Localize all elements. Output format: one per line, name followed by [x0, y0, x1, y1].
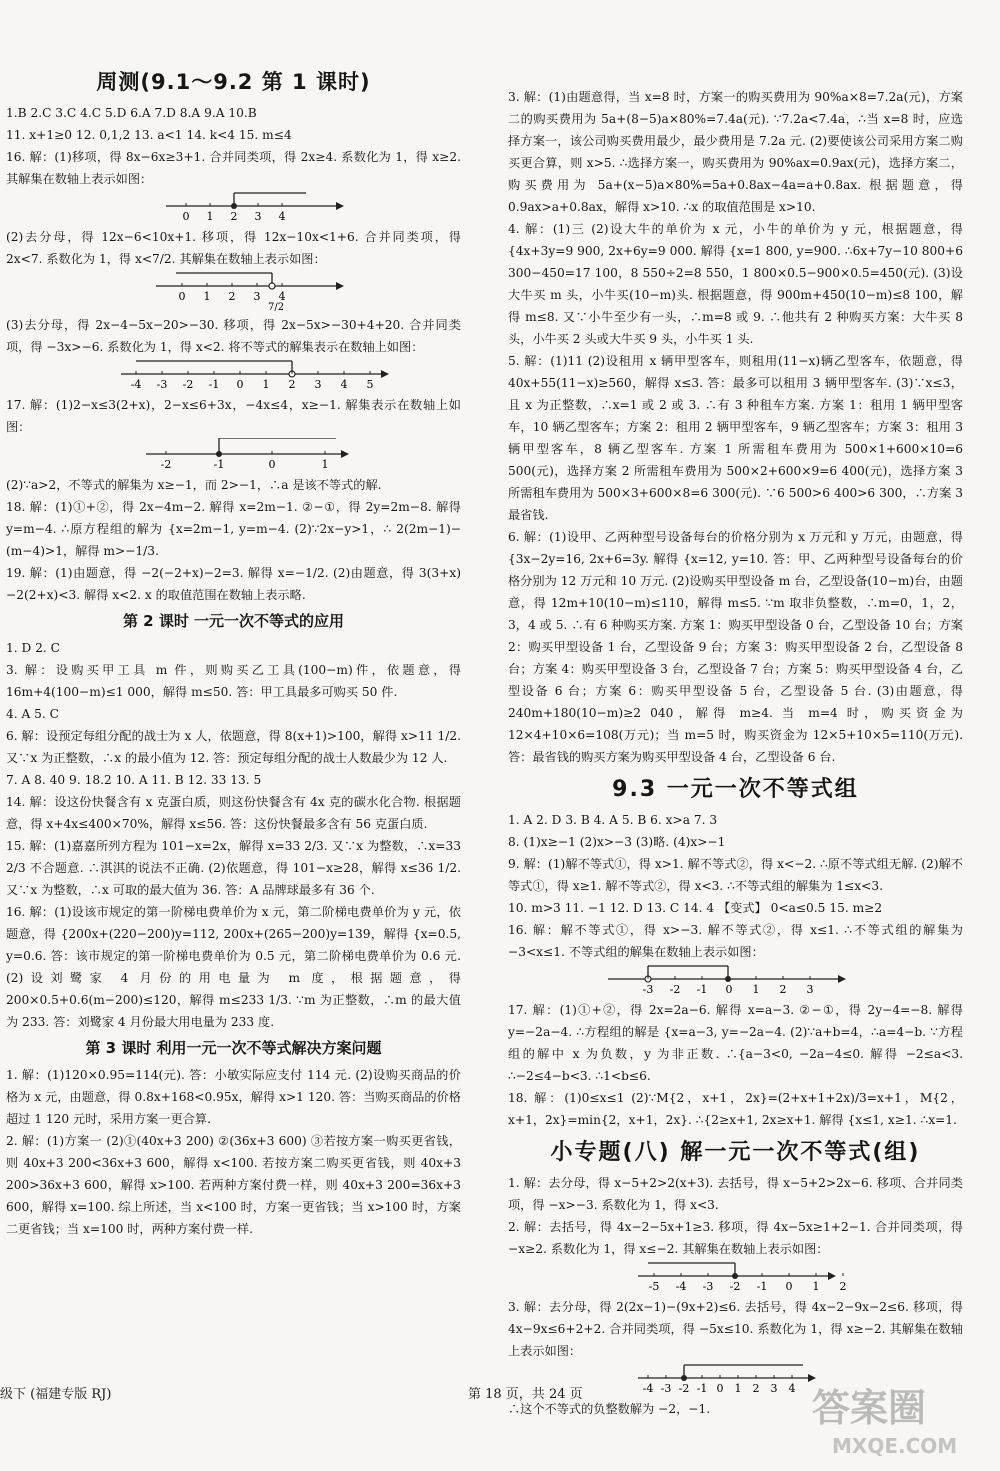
tick-label: -3 [660, 1382, 672, 1395]
tick-label: -1 [696, 1382, 708, 1395]
answer-paragraph: 8. (1)x≥−1 (2)x>−3 (3)略. (4)x>−1 [508, 835, 726, 849]
number-line-6-svg [508, 1260, 963, 1294]
answer-paragraph: (2)∵a>2，不等式的解集为 x≥−1，而 2>−1，∴a 是该不等式的解. [6, 478, 382, 492]
tick-label: 1 [321, 458, 329, 471]
answer-paragraph: 16. 解：解不等式①，得 x>−3. 解不等式②，得 x≤1. ∴不等式组的解集为 −3<x≤1. 不等式组的解集在数轴上表示如图： [508, 923, 963, 959]
answer-paragraph: 2. 解：去括号，得 4x−2−5x+1≥3. 移项，得 4x−5x≥1+2−1. 合并同类项，得 −x≥2. 系数化为 1，得 x≤−2. 其解集在数轴上表示如图： [508, 1220, 963, 1256]
tick-label: -2 [678, 1382, 690, 1395]
tick-label: -2 [182, 378, 194, 391]
answer-paragraph: 16. 解：(1)移项，得 8x−6x≥3+1. 合并同类项，得 2x≥4. 系数化为 1，得 x≥2. 其解集在数轴上表示如图： [6, 150, 461, 186]
tick-label: 2 [779, 983, 787, 996]
tick-label: 0 [725, 983, 733, 996]
tick-label: -1 [208, 378, 220, 391]
tick-label: -4 [130, 378, 142, 391]
number-line-5-svg [508, 963, 963, 997]
left-block-7 [6, 1064, 461, 1240]
right-block-5 [508, 1296, 963, 1362]
answer-paragraph: 1. A 2. D 3. B 4. A 5. B 6. x>a 7. 3 [508, 813, 718, 827]
answer-paragraph: 18. 解：(1)①+②，得 2x−4m−2. 解得 x=2m−1. ②−①，得 2y=2m−8. 解得 y=m−4. ∴原方程组的解为 {x=2m−1, y=m−4. (2)∵2x−y>1，∴ 2(2m−1)−(m−4)>1，解得 m>−1/3. [6, 500, 461, 558]
tick-label: 1 [262, 378, 270, 391]
tick-label: 0 [236, 378, 244, 391]
number-line-1-svg [6, 190, 461, 224]
number-line-3-svg [6, 358, 461, 392]
tick-label: 3 [253, 290, 261, 303]
left-block-4 [6, 394, 461, 438]
right-column [508, 86, 963, 1420]
tick-label: -2 [160, 458, 172, 471]
footer-page-number: 第 18 页，共 24 页 [468, 1387, 583, 1402]
watermark-logo [792, 1373, 982, 1461]
answer-paragraph: 15. 解：(1)嘉嘉所列方程为 101−x=2x，解得 x=33 2/3. 又∵x 为整数，∴x=33 2/3 不合题意. ∴淇淇的说法不正确. (2)依题意，得 101−x≥28，解得 x≤36 1/2. 又∵x 为整数，∴x 可取的最大值为 36. 答：A 品牌球最多有 36 个. [6, 839, 461, 897]
tick-label: -1 [696, 983, 708, 996]
tick-label: 0 [716, 1382, 724, 1395]
answer-paragraph: 1.B 2.C 3.C 4.C 5.D 6.A 7.D 8.A 9.A 10.B [6, 106, 257, 120]
answer-paragraph: 2. 解：(1)方案一 (2)①(40x+3 200) ②(36x+3 600) ③若按方案一购买更省钱，则 40x+3 200<36x+3 600，解得 x<100. 若按方案二购买更省钱，则 40x+3 200>36x+3 600，解得 x>100. 若两种方案付费一样，则 40x+3 200=36x+3 600，解得 x=100. 综上所述，当 x<100 时，方案一更省钱；当 x>100 时，方案二更省钱；当 x=100 时，两种方案付费一样. [6, 1134, 461, 1236]
tick-label: -3 [156, 378, 168, 391]
answer-paragraph: 18. 解：(1)0≤x≤1 (2)∵M{2，x+1，2x}=(2+x+1+2x)/3=x+1，M{2，x+1，2x}=min{2，x+1，2x}. ∴{2≥x+1, 2x≥x+1. 解得 {x≤1, x≥1. ∴x=1. [508, 1091, 963, 1127]
section-title-weekly-test: 周测(9.1～9.2 第 1 课时) [96, 70, 371, 94]
tick-label: 2 [752, 1382, 760, 1395]
answer-paragraph: 10. m>3 11. −1 12. D 13. C 14. 4 【变式】 0<a≤0.5 15. m≥2 [508, 901, 883, 915]
left-column [6, 62, 461, 1240]
tick-label: 3 [314, 378, 322, 391]
number-line-5 [508, 963, 963, 997]
left-block-5 [6, 474, 461, 606]
answer-paragraph: 1. 解：去分母，得 x−5+2>2(x+3). 去括号，得 x−5+2>2x−6. 移项、合并同类项，得 −x>−3. 系数化为 1，得 x<3. [508, 1176, 963, 1212]
tick-label: -1 [213, 458, 225, 471]
answer-paragraph: 9. 解：(1)解不等式①，得 x>1. 解不等式②，得 x<−2. ∴原不等式组无解. (2)解不等式①，得 x≥1. 解不等式②，得 x<3. ∴不等式组的解集为 1≤x<3. [508, 857, 963, 893]
tick-label: 3 [770, 1382, 778, 1395]
tick-label: 5 [366, 378, 374, 391]
tick-label: -5 [648, 1280, 660, 1293]
answer-paragraph: 3. 解：(1)由题意得，当 x=8 时，方案一的购买费用为 90%a×8=7.2a(元)，方案二的购买费用为 5a+(8−5)a×80%=7.4a(元). ∵7.2a<7.4a，∴当 x=8 时，应选择方案一，该公司购买费用最少，最少费用是 7.2a 元. (2)要使该公司采用方案二购买更合算，则 x>5. ∴选择方案一，购买费用为 90%ax=0.9ax(元)，选择方案二，购买费用为 5a+(x−5)a×80%=5a+0.8ax−4a=a+0.8ax. 根据题意，得 0.9ax>a+0.8ax，解得 x>10. ∴x 的取值范围是 x>10. [508, 90, 963, 214]
tick-label: -4 [675, 1280, 687, 1293]
number-line-1 [6, 190, 461, 224]
answer-paragraph: 6. 解：设预定每组分配的战士为 x 人，依题意，得 8(x+1)>100，解得 x>11 1/2. 又∵x 为正整数，∴x 的最小值为 12. 答：预定每组分配的战士人数最少为 12 人. [6, 729, 461, 765]
number-line-2 [6, 270, 461, 312]
answer-paragraph: 3. 解：去分母，得 2(2x−1)−(9x+2)≤6. 去括号，得 4x−2−9x−2≤6. 移项，得 4x−9x≤6+2+2. 合并同类项，得 −5x≤10. 系数化为 1，得 x≥−2. 其解集在数轴上表示如图： [508, 1300, 963, 1358]
section-title-9-3: 9.3 一元一次不等式组 [612, 777, 859, 802]
tick-label: 0 [268, 458, 276, 471]
answer-paragraph: 5. 解：(1)11 (2)设租用 x 辆甲型客车，则租用(11−x)辆乙型客车，依题意，得 40x+55(11−x)≥560，解得 x≤3. 答：最多可以租用 3 辆甲型客车. (3)∵x≤3，且 x 为正整数，∴x=1 或 2 或 3. ∴有 3 种租车方案. 方案 1：租用 1 辆甲型客车，10 辆乙型客车；方案 2：租用 2 辆甲型客车，9 辆乙型客车；方案 3：租用 3 辆甲型客车，8 辆乙型客车. 方案 1 所需租车费用为 500×1+600×10=6 500(元)，选择方案 2 所需租车费用为 500×2+600×9=6 400(元)，选择方案 3 所需租车费用为 500×3+600×8=6 300(元). ∵6 500>6 400>6 300，∴方案 3 最省钱. [508, 354, 963, 522]
answer-paragraph: 14. 解：设这份快餐含有 x 克蛋白质，则这份快餐含有 4x 克的碳水化合物. 根据题意，得 x+4x≤400×70%，解得 x≤56. 答：这份快餐最多含有 56 克蛋白质. [6, 795, 461, 831]
number-line-4-svg [6, 438, 461, 472]
left-block-3 [6, 314, 461, 358]
answer-paragraph: (3)去分母，得 2x−4−5x−20>−30. 移项，得 2x−5x>−30+4+20. 合并同类项，得 −3x>−6. 系数化为 1，得 x<2. 将不等式的解集表示在数轴上如图： [6, 318, 461, 354]
answer-paragraph: 19. 解：(1)由题意，得 −2(−2+x)−2=3. 解得 x=−1/2. (2)由题意，得 3(3+x)−2(2+x)<3. 解得 x<2. x 的取值范围在数轴上表示略. [6, 566, 461, 602]
section-title-lesson-2: 第 2 课时 一元一次不等式的应用 [122, 612, 345, 630]
tick-label: 1 [206, 210, 214, 223]
answer-paragraph: 1. 解：(1)120×0.95=114(元). 答：小敏实际应支付 114 元. (2)设购买商品的价格为 x 元，由题意，得 0.8x+168<0.95x，解得 x>1 120. 答：当购买商品的价格超过 1 120 元时，采用方案一更合算. [6, 1068, 461, 1126]
fraction-label: 7/2 [268, 302, 285, 312]
answer-paragraph: 3. 解：设购买甲工具 m 件，则购买乙工具(100−m)件，依题意，得 16m+4(100−m)≤1 000，解得 m≤50. 答：甲工具最多可购买 50 件. [6, 663, 461, 699]
tick-label: 2 [228, 290, 236, 303]
tick-label: 2 [288, 378, 296, 391]
left-block-2 [6, 226, 461, 270]
tick-label: 1 [734, 1382, 742, 1395]
tick-label: 2 [839, 1280, 847, 1293]
right-block-2 [508, 809, 963, 963]
answer-paragraph: 16. 解：(1)设该市规定的第一阶梯电费单价为 x 元，第二阶梯电费单价为 y 元，依题意，得 {200x+(220−200)y=112, 200x+(265−200)y=139，解得 {x=0.5, y=0.6. 答：该市规定的第一阶梯电费单价为 0.5 元，第二阶梯电费单价为 0.6 元. (2)设刘鹭家 4 月份的用电量为 m 度，根据题意，得 200×0.5+0.6(m−200)≤120，解得 m≤233 1/3. ∵m 为正整数，∴m 的最大值为 233. 答：刘鹭家 4 月份最大用电量为 233 度. [6, 905, 461, 1029]
answer-paragraph: 11. x+1≥0 12. 0,1,2 13. a<1 14. k<4 15. m≤4 [6, 128, 292, 142]
tick-label: 4 [788, 1382, 796, 1395]
tick-label: -4 [642, 1382, 654, 1395]
tick-label: 2 [230, 210, 238, 223]
left-block-1 [6, 102, 461, 190]
tick-label: 1 [752, 983, 760, 996]
tick-label: 1 [203, 290, 211, 303]
section-title-lesson-3: 第 3 课时 利用一元一次不等式解决方案问题 [85, 1039, 382, 1057]
number-line-3 [6, 358, 461, 392]
tick-label: -1 [756, 1280, 768, 1293]
watermark-url: MXQE.COM [832, 1434, 958, 1458]
answer-paragraph: ∴这个不等式的负整数解为 −2，−1. [508, 1402, 711, 1416]
tick-label: 1 [812, 1280, 820, 1293]
answer-paragraph: 7. A 8. 40 9. 18.2 10. A 11. B 12. 33 13. 5 [6, 773, 262, 787]
tick-label: -2 [669, 983, 681, 996]
answer-paragraph: 6. 解：(1)设甲、乙两种型号设备每台的价格分别为 x 万元和 y 万元，由题意，得 {3x−2y=16, 2x+6=3y. 解得 {x=12, y=10. 答：甲、乙两种型号设备每台的价格分别为 12 万元和 10 万元. (2)设购买甲型设备 m 台，乙型设备(10−m)台，由题意，得 12m+10(10−m)≤110，解得 m≤5. ∵m 取非负整数，∴m=0，1，2，3，4 或 5. ∴有 6 种购买方案. 方案 1：购买甲型设备 0 台，乙型设备 10 台；方案 2：购买甲型设备 1 台，乙型设备 9 台；方案 3：购买甲型设备 2 台，乙型设备 8 台；方案 4：购买甲型设备 3 台，乙型设备 7 台；方案 5：购买甲型设备 4 台，乙型设备 6 台；方案 6：购买甲型设备 5 台，乙型设备 5 台. (3)由题意，得 240m+180(10−m)≥2 040，解得 m≥4. 当 m=4 时，购买资金为 12×4+10×6=108(万元)；当 m=5 时，购买资金为 12×5+10×5=110(万元). 答：最省钱的购买方案为购买甲型设备 4 台，乙型设备 6 台. [508, 530, 963, 764]
tick-label: 3 [806, 983, 814, 996]
answer-paragraph: 17. 解：(1)①+②，得 2x=2a−6. 解得 x=a−3. ②−①，得 2y−4=−8. 解得 y=−2a−4. ∴方程组的解是 {x=a−3, y=−2a−4. (2)∵a+b=4，∴a=4−b. ∵方程组的解中 x 为负数，y 为非正数. ∴{a−3<0, −2a−4≤0. 解得 −2≤a<3. ∴−2≤4−b<3. ∴1<b≤6. [508, 1003, 963, 1083]
tick-label: 4 [278, 210, 286, 223]
watermark-text: 答案圈 [812, 1386, 927, 1430]
tick-label: 0 [785, 1280, 793, 1293]
tick-label: -3 [702, 1280, 714, 1293]
number-line-4 [6, 438, 461, 472]
right-block-1 [508, 86, 963, 768]
tick-label: -3 [642, 983, 654, 996]
number-line-2-svg [6, 270, 461, 312]
tick-label: 0 [182, 210, 190, 223]
right-block-3 [508, 999, 963, 1131]
answer-paragraph: 17. 解：(1)2−x≤3(2+x)，2−x≤6+3x，−4x≤4，x≥−1. 解集表示在数轴上如图： [6, 398, 461, 434]
answer-paragraph: 1. D 2. C [6, 641, 60, 655]
answer-paragraph: 4. A 5. C [6, 707, 60, 721]
footer-left: 级下 (福建专版 RJ) [0, 1387, 112, 1402]
section-title-special-8: 小专题(八) 解一元一次不等式(组) [550, 1140, 921, 1165]
answer-paragraph: 4. 解：(1)三 (2)设大牛的单价为 x 元，小牛的单价为 y 元，根据题意，得 {4x+3y=9 900, 2x+6y=9 000. 解得 {x=1 800, y=900. ∴6x+7y−10 800+6 300−450=17 100，8 550÷2=8 550，1 800×0.5−900×0.5=450(元). (3)设大牛买 m 头，小牛买(10−m)头. 根据题意，得 900m+450(10−m)≤8 100，解得 m≤8. 又∵小牛至少有一头，∴m=8 或 9. ∴他共有 2 种购买方案：大牛买 8 头，小牛买 2 头或大牛买 9 头，小牛买 1 头. [508, 222, 963, 346]
tick-label: -2 [729, 1280, 741, 1293]
tick-label: 3 [254, 210, 262, 223]
number-line-6 [508, 1260, 963, 1294]
tick-label: 4 [340, 378, 348, 391]
answer-paragraph: (2)去分母，得 12x−6<10x+1. 移项，得 12x−10x<1+6. 合并同类项，得 2x<7. 系数化为 1，得 x<7/2. 其解集在数轴上表示如图： [6, 230, 461, 266]
tick-label: 4 [278, 290, 286, 303]
tick-label: 0 [178, 290, 186, 303]
left-block-6 [6, 637, 461, 1033]
right-block-4 [508, 1172, 963, 1260]
